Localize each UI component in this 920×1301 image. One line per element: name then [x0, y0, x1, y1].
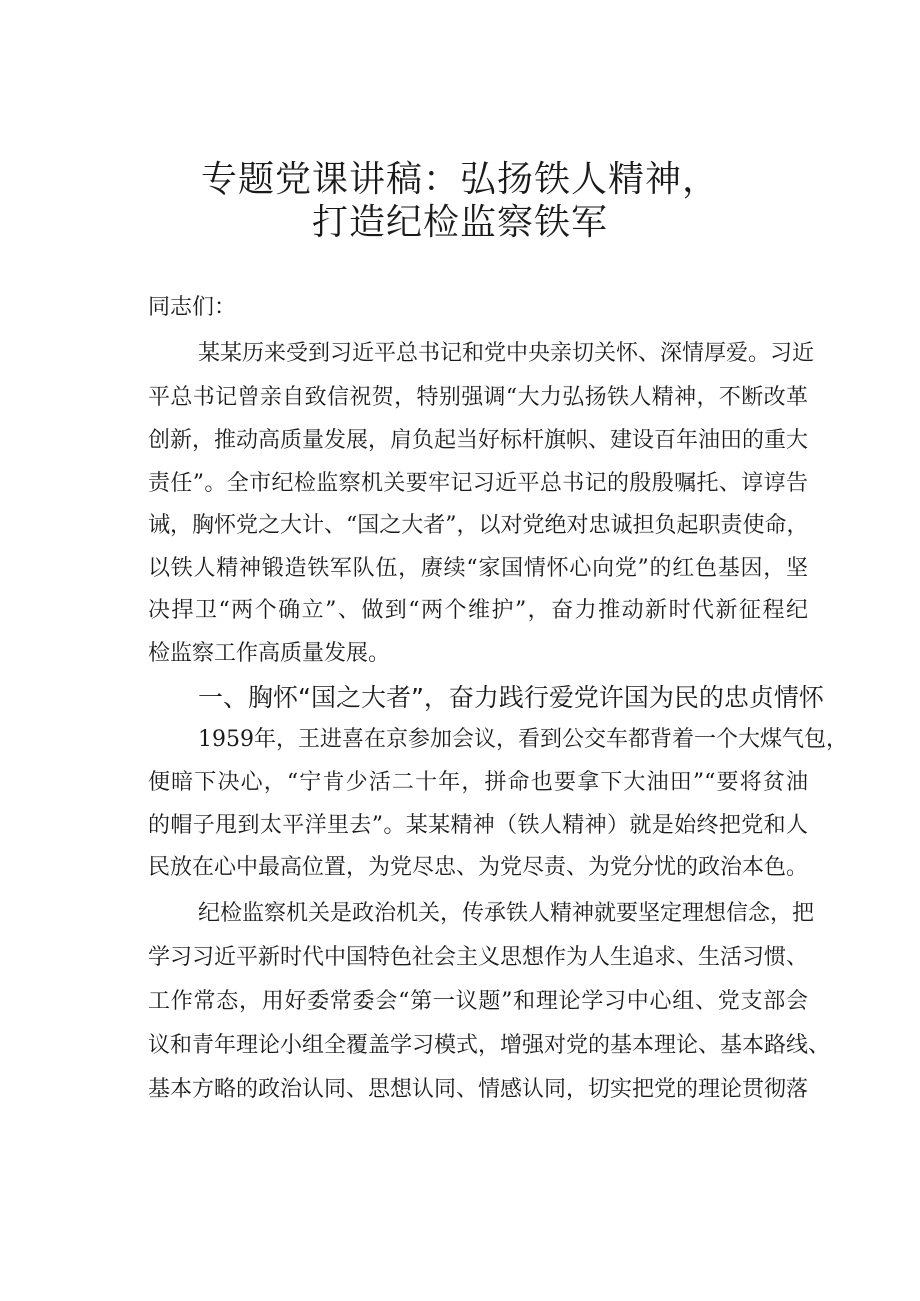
- paragraph-3-line: 基本方略的政治认同、思想认同、情感认同，切实把党的理论贯彻落: [148, 1077, 809, 1102]
- document-title-line-2: 打造纪检监察铁军: [311, 202, 608, 243]
- paragraph-1-line: 创新，推动高质量发展，肩负起当好标杆旗帜、建设百年油田的重大: [148, 428, 809, 453]
- section-heading-1: 一、胸怀“国之大者”，奋力践行爱党许国为民的忠贞情怀: [198, 683, 824, 712]
- paragraph-1-line: 平总书记曾亲自致信祝贺，特别强调“大力弘扬铁人精神，不断改革: [148, 385, 808, 410]
- paragraph-2-line: 便暗下决心，“宁肯少活二十年，拼命也要拿下大油田”“要将贫油: [148, 770, 808, 795]
- paragraph-2-line: 的帽子甩到太平洋里去”。某某精神（铁人精神）就是始终把党和人: [148, 813, 808, 838]
- paragraph-1-line: 检监察工作高质量发展。: [148, 641, 391, 666]
- paragraph-2-line: 1959年，王进喜在京参加会议，看到公交车都背着一个大煤气包，: [198, 727, 848, 752]
- paragraph-3-line: 议和青年理论小组全覆盖学习模式，增强对党的基本理论、基本路线、: [148, 1033, 831, 1058]
- document-title-line-1: 专题党课讲稿：弘扬铁人精神，: [200, 159, 719, 200]
- paragraph-1-line: 责任”。全市纪检监察机关要牢记习近平总书记的殷殷嘱托、谆谆告: [148, 471, 808, 496]
- paragraph-1-line: 以铁人精神锻造铁军队伍，赓续“家国情怀心向党”的红色基因，坚: [148, 556, 808, 581]
- paragraph-1-line: 决捍卫“两个确立”、做到“两个维护”，奋力推动新时代新征程纪: [148, 598, 808, 623]
- paragraph-1-line: 某某历来受到习近平总书记和党中央亲切关怀、深情厚爱。习近: [198, 341, 815, 366]
- paragraph-3-line: 工作常态，用好委常委会“第一议题”和理论学习中心组、党支部会: [148, 989, 808, 1014]
- paragraph-3-line: 纪检监察机关是政治机关，传承铁人精神就要坚定理想信念，把: [198, 901, 815, 926]
- salutation: 同志们：: [148, 295, 237, 320]
- paragraph-2-line: 民放在心中最高位置，为党尽忠、为党尽责、为党分忧的政治本色。: [148, 855, 809, 880]
- paragraph-1-line: 诫，胸怀党之大计、“国之大者”，以对党绝对忠诚担负起职责使命，: [148, 513, 809, 538]
- paragraph-3-line: 学习习近平新时代中国特色社会主义思想作为人生追求、生活习惯、: [148, 945, 809, 970]
